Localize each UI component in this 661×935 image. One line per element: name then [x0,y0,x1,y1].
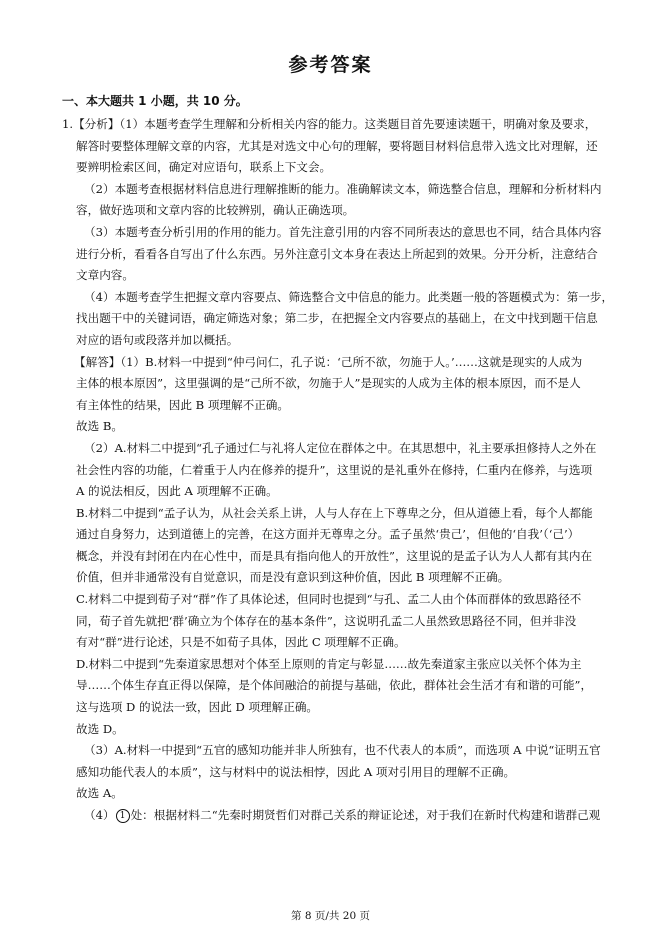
text-line: 导……个体生存直正得以保障，是个体间融洽的前提与基础，依此，群体社会生活才有和谐的可能”， [76,678,593,693]
text-line: 文章内容。 [76,268,134,283]
text-line: B.材料二中提到“孟子认为，从社会关系上讲，人与人存在上下尊卑之分，但从道德上看，每个人都能 [76,505,593,520]
text-line: 有对“群”进行论述，只是不如荀子具体，因此 C 项理解不正确。 [76,635,406,650]
text-line: D.材料二中提到“先秦道家思想对个体至上原则的肯定与彰显……故先秦道家主张应以关怀个体为主 [76,656,582,671]
text-line: 有主体性的结果，因此 B 项理解不正确。 [76,397,289,412]
section-heading: 一、本大题共 1 小题，共 10 分。 [62,94,248,108]
text-line: （4）本题考查学生把握文章内容要点、筛选整合文中信息的能力。此类题一般的答题模式为：第一步， [84,289,614,304]
text-line: （2）本题考查根据材料信息进行理解推断的能力。准确解读文本，筛选整合信息，理解和分析材料内 [84,181,602,196]
circled-number-1: 1 [116,809,130,823]
text-line: 对应的语句或段落并加以概括。 [76,332,239,347]
text-line: 这与选项 D 的说法一致，因此 D 项理解正确。 [76,700,319,715]
text-line: （4） 1 处：根据材料二“先秦时期贤哲们对群己关系的辩证论述，对于我们在新时代构建和谐群己观 [84,808,601,822]
text-line: 价值，但并非通常没有自觉意识，而是没有意识到这种价值，因此 B 项理解不正确。 [76,570,510,585]
text-line: 概念，并没有封闭在内在心性中，而是具有指向他人的开放性”，这里说的是孟子认为人人都有其内在 [76,548,593,563]
text-line: 主体的根本原因”，这里强调的是“己所不欲，勿施于人”是现实的人成为主体的根本原因，而不是人 [76,376,581,391]
text-line: 通过自身努力，达到道德上的完善，在这方面并无尊卑之分。孟子虽然‘贵己’，但他的‘自我’（‘己’） [76,527,580,542]
text-line: 社会性内容的功能，仁着重于人内在修养的提升”，这里说的是礼重外在修持，仁重内在修养，与选项 [76,462,593,477]
text-line: 故选 A。 [76,786,123,801]
page-footer: 第 8 页/共 20 页 [291,910,370,922]
text-line: 感知功能代表人的本质”，这与材料中的说法相悖，因此 A 项对引用目的理解不正确。 [76,764,516,779]
text-line: 1.【分析】（1）本题考查学生理解和分析相关内容的能力。这类题目首先要速读题干，明确对象及要求， [62,117,597,131]
text-line: 进行分析，看看各自写出了什么东西。另外注意引文本身在表达上所起到的效果。分开分析，注意结合 [76,246,598,261]
text-line: 找出题干中的关键词语，确定筛选对象；第二步，在把握全文内容要点的基础上，在文中找到题干信息 [76,311,598,326]
text-line: 故选 D。 [76,721,124,736]
answer-body [62,114,614,827]
text-line: 【解答】（1）B.材料一中提到“仲弓问仁，孔子说：‘己所不欲，勿施于人。’……这就是现实的人成为 [74,354,583,369]
page-title: 参考答案 [288,54,373,76]
text-line: （3）本题考查分析引用的作用的能力。首先注意引用的内容不同所表达的意思也不同，结合具体内容 [84,224,602,239]
question-number: 1. [62,117,74,131]
text-line: 同，荀子首先就把‘群’确立为个体存在的基本条件”，这说明孔孟二人虽然致思路径不同，但并非没 [76,613,577,628]
text-line: C.材料二中提到荀子对“群”作了具体论述，但同时也提到“与孔、孟二人由个体而群体的致思路径不 [76,592,582,607]
text-line: 解答时要整体理解文章的内容，尤其是对选文中心句的理解，要将题目材料信息带入选文比对理解，还 [76,138,598,153]
text-line: 故选 B。 [76,419,123,434]
text-line: 要辨明检索区间，确定对应语句，联系上下文会。 [76,160,332,175]
text-line: A 的说法相反，因此 A 项理解不正确。 [76,484,278,499]
text-line: （3）A.材料一中提到“五官的感知功能并非人所独有，也不代表人的本质”，而选项 A 中说“证明五官 [84,743,601,758]
text-line: （2）A.材料二中提到“孔子通过仁与礼将人定位在群体之中。在其思想中，礼主要承担修持人之外在 [84,440,597,455]
text-line: 容，做好选项和文章内容的比较辨别，确认正确选项。 [76,203,355,218]
